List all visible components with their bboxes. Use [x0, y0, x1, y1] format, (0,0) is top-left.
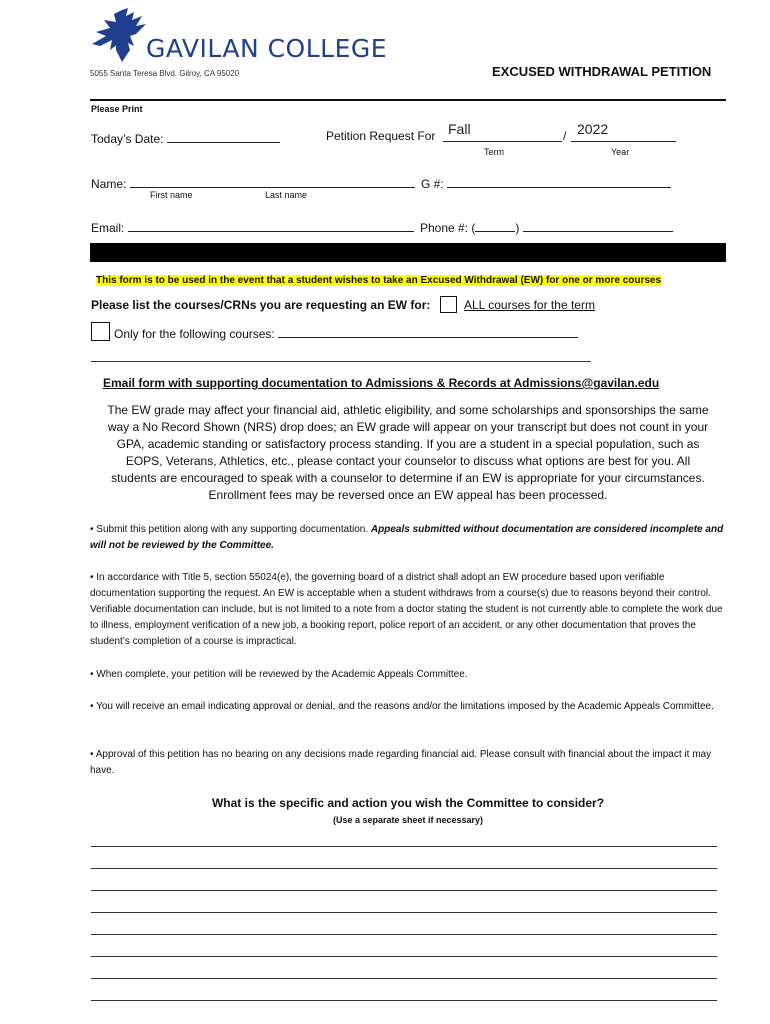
answer-line[interactable] [91, 890, 717, 891]
petition-request-label: Petition Request For [326, 129, 436, 143]
term-year-separator: / [563, 129, 567, 143]
g-number-field[interactable] [421, 174, 671, 191]
info-line: EOPS, Veterans, Athletics, etc., please contact your counselor to discuss what options are best for you. All [125, 454, 691, 468]
name-line[interactable] [130, 174, 415, 188]
bullet-submit-text: • Submit this petition along with any supporting documentation. [90, 524, 369, 535]
info-line: GPA, academic standing or satisfactory process standing. If you are a student in a special population, such as [116, 437, 700, 451]
only-following-checkbox[interactable] [91, 322, 110, 341]
phone-close-paren: ) [515, 221, 520, 235]
only-following-line[interactable] [278, 324, 578, 338]
answer-line[interactable] [91, 912, 717, 913]
all-courses-checkbox[interactable] [440, 296, 457, 313]
info-line: students are encouraged to speak with a counselor to determine if an EW is appropriate for your circumstances. [111, 471, 705, 485]
g-number-line[interactable] [447, 174, 671, 188]
only-following-label: Only for the following courses: [114, 327, 275, 341]
name-label: Name: [91, 177, 127, 191]
year-field[interactable] [571, 121, 676, 142]
todays-date-line[interactable] [167, 129, 280, 143]
phone-number-line[interactable] [523, 218, 673, 232]
section-divider-bar [90, 243, 726, 262]
phone-label: Phone #: ( [420, 221, 476, 235]
courses-extra-line[interactable] [91, 361, 591, 362]
college-name: GAVILAN COLLEGE [146, 34, 388, 63]
info-line: Enrollment fees may be reversed once an EW appeal has been processed. [208, 488, 608, 502]
bullet-financial-aid: • Approval of this petition has no bearing on any decisions made regarding financial aid. Please consult with financial about the impact it may have. [90, 749, 712, 776]
last-name-caption: Last name [265, 190, 308, 200]
question-note: (Use a separate sheet if necessary) [332, 815, 484, 825]
todays-date-label: Today’s Date: [91, 132, 164, 146]
email-instruction: Email form with supporting documentation to Admissions & Records at Admissions@gavilan.edu [103, 376, 660, 390]
phone-area-code-line[interactable] [475, 218, 515, 232]
name-field[interactable] [91, 174, 415, 191]
answer-line[interactable] [91, 1000, 717, 1001]
courses-question: Please list the courses/CRNs you are requesting an EW for: [91, 298, 431, 312]
only-following-field[interactable] [114, 324, 578, 341]
answer-line[interactable] [91, 846, 717, 847]
todays-date-field[interactable] [91, 129, 280, 146]
email-label: Email: [91, 221, 125, 235]
answer-line[interactable] [91, 868, 717, 869]
answer-line[interactable] [91, 956, 717, 957]
term-value: Fall [448, 121, 471, 137]
bullet-submit-emphasis: Appeals submitted without documentation are considered incomplete and will not be reviewed by the Committee. [90, 524, 724, 551]
college-address: 5055 Santa Teresa Blvd. Gilroy, CA 95020 [90, 69, 240, 78]
g-number-label: G #: [421, 177, 444, 191]
email-field[interactable] [91, 218, 414, 235]
header-divider [90, 99, 726, 101]
answer-line[interactable] [91, 934, 717, 935]
ew-info-paragraph [90, 402, 726, 504]
phone-field[interactable] [420, 218, 673, 235]
info-line: The EW grade may affect your financial aid, athletic eligibility, and some scholarships and sponsorships the same [107, 403, 709, 417]
bullet-title5: • In accordance with Title 5, section 55024(e), the governing board of a district shall adopt an EW procedure based upon verifiable documentation supporting the request. An EW is acceptable when a student withdraws from a course(s) due to reasons beyond their control. Verifiable documentation can include, but is not limited to a note from a doctor stating the student is not currently able to complete the work due to illness, employment verification of a new job, a booking report, police report of an accident, or any other documentation that proves the student’s completion of a course is impractical. [90, 572, 723, 647]
bullet-submit [90, 522, 726, 554]
info-line: way a No Record Shown (NRS) drop does; an EW grade will appear on your transcript but does not count in your [107, 420, 709, 434]
please-print-label: Please Print [91, 104, 143, 114]
answer-line[interactable] [91, 978, 717, 979]
first-name-caption: First name [150, 190, 193, 200]
bullet-email: • You will receive an email indicating approval or denial, and the reasons and/or the limitations imposed by the Academic Appeals Committee. [90, 701, 714, 712]
form-title: EXCUSED WITHDRAWAL PETITION [492, 64, 712, 79]
ew-notice-highlight: This form is to be used in the event that a student wishes to take an Excused Withdrawal (EW) for one or more courses [96, 275, 662, 286]
question-heading: What is the specific and action you wish the Committee to consider? [211, 796, 605, 810]
year-value: 2022 [577, 121, 609, 137]
term-caption: Term [484, 147, 504, 157]
email-line[interactable] [128, 218, 414, 232]
year-caption: Year [611, 147, 630, 157]
bullet-review: • When complete, your petition will be reviewed by the Academic Appeals Committee. [90, 669, 468, 680]
all-courses-label: ALL courses for the term [464, 298, 595, 312]
term-field[interactable] [443, 121, 562, 142]
